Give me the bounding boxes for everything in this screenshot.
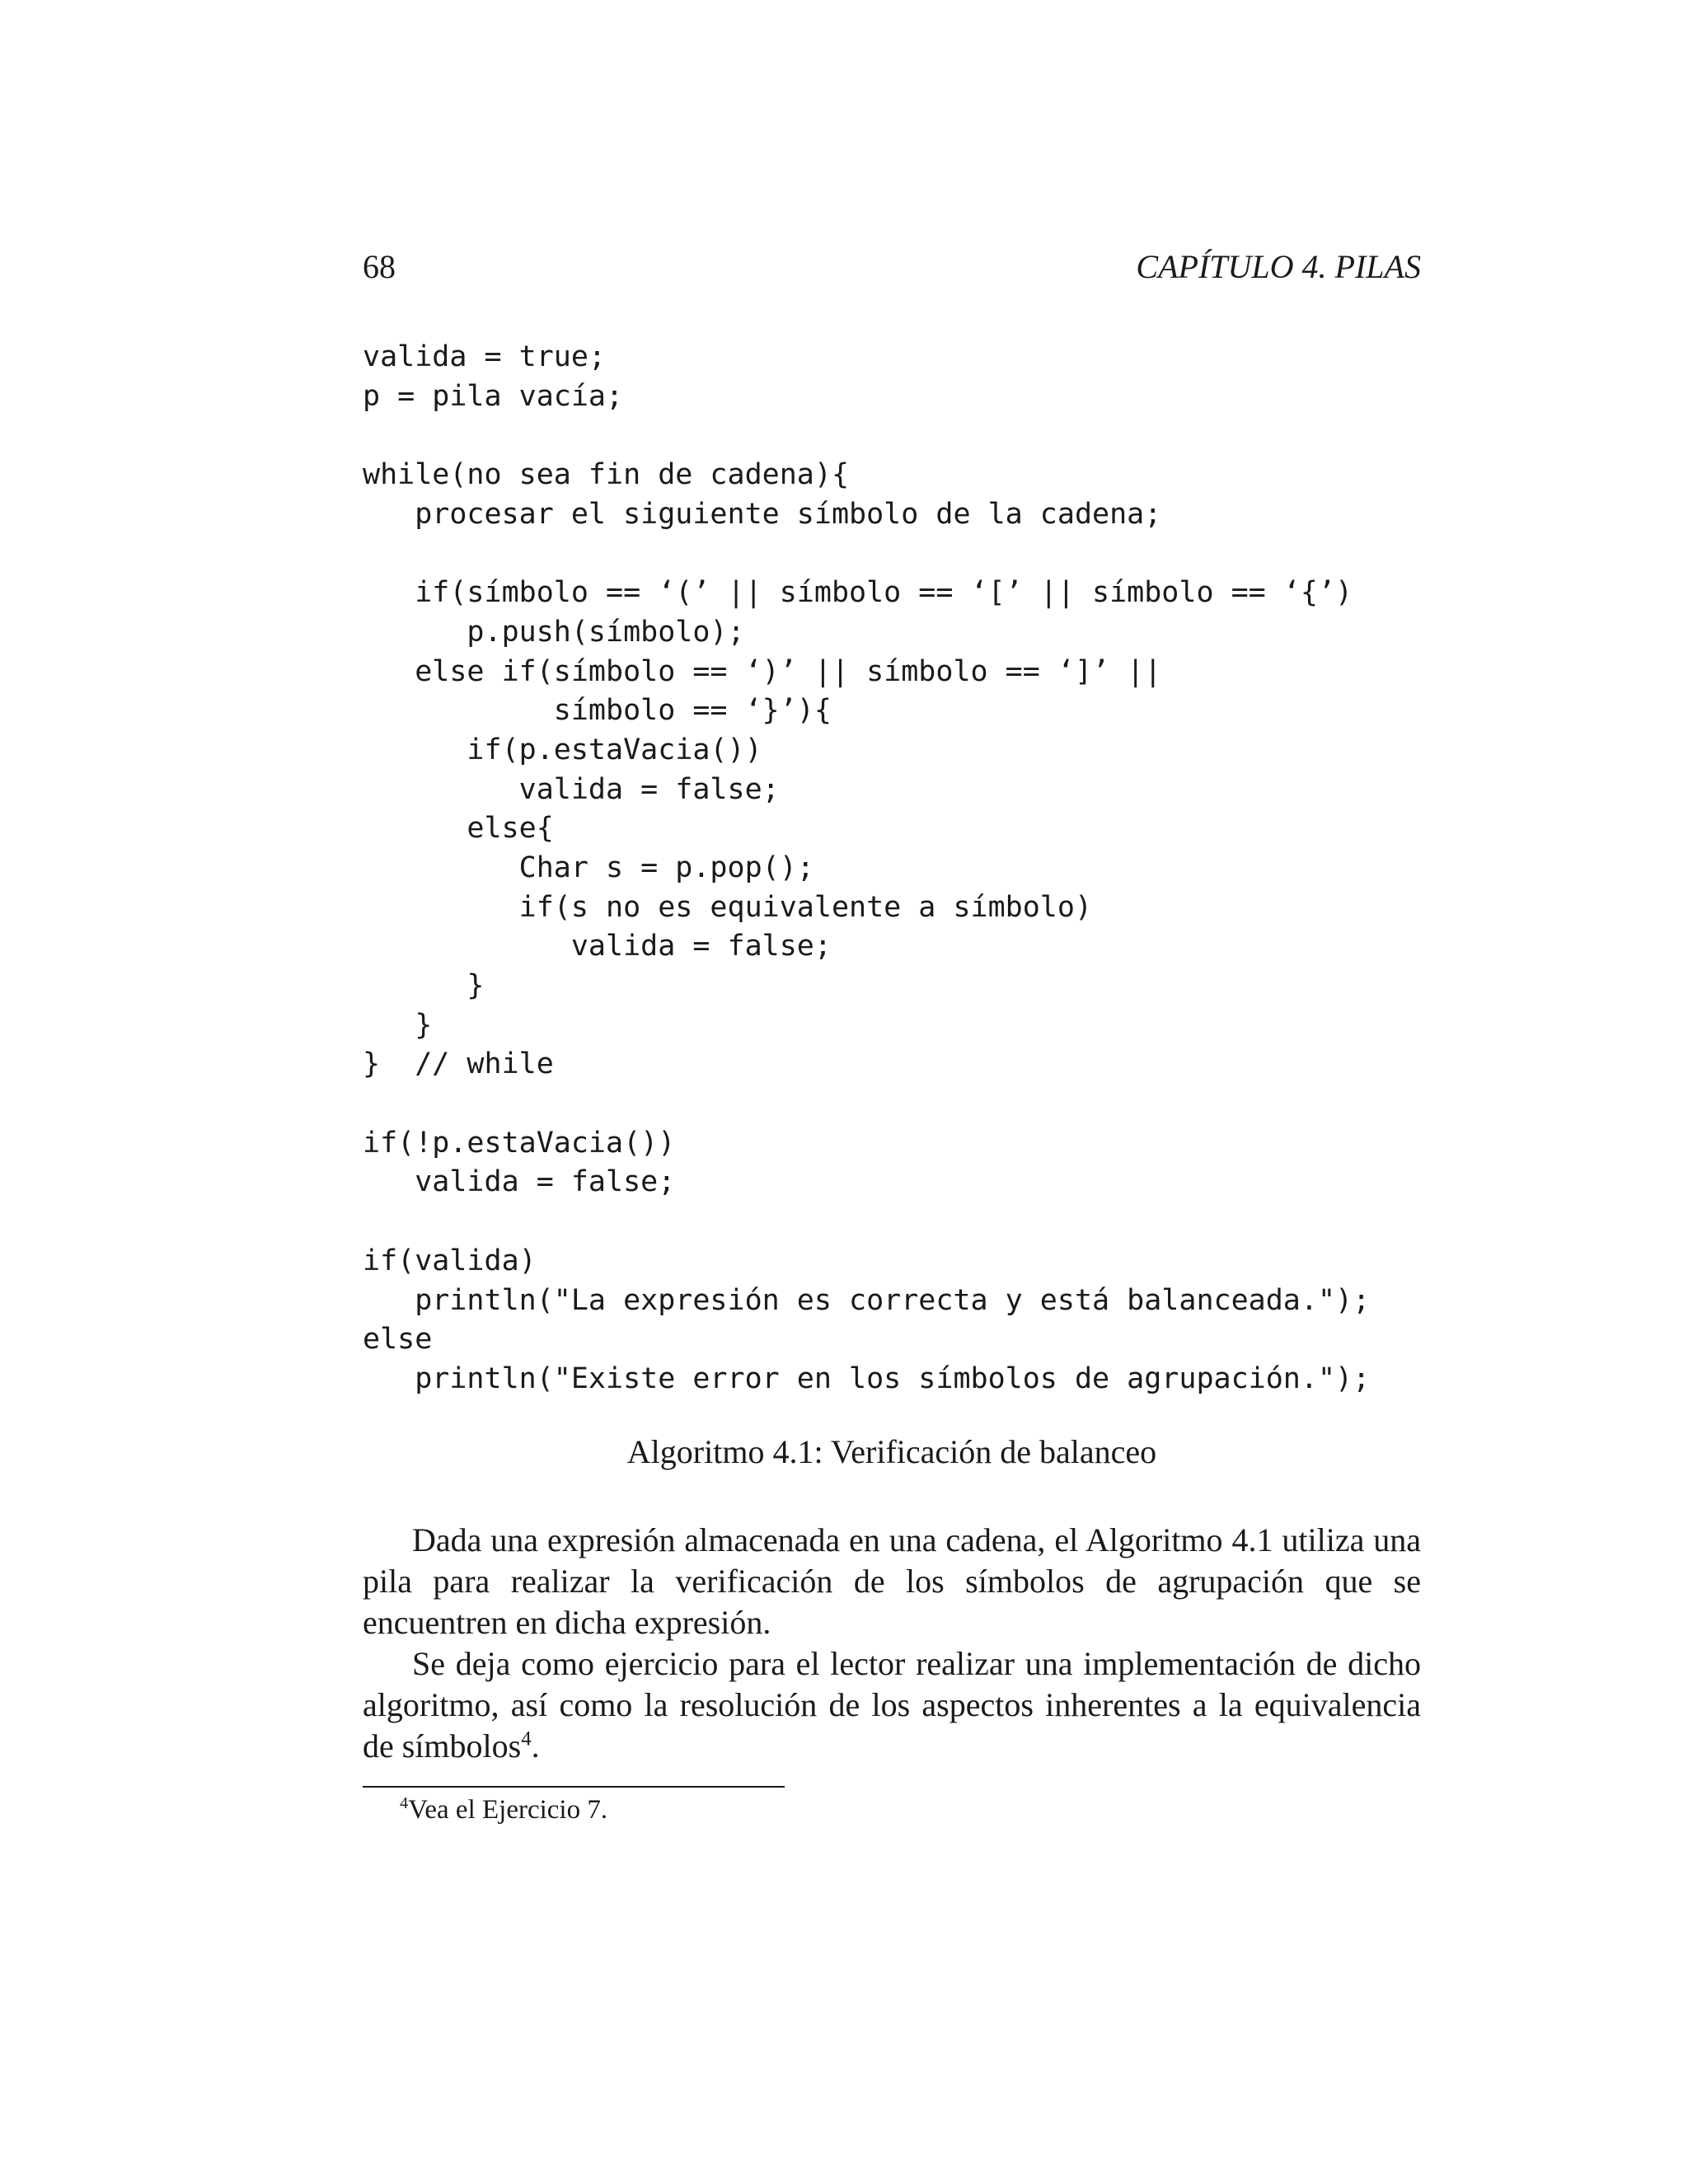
body-text [363,1520,1421,1767]
code-line: valida = false; [363,930,832,963]
paragraph-1: Dada una expresión almacenada en una cadena, el Algoritmo 4.1 utiliza una pila para realizar la verificación de los símbolos de agrupación que se encuentren en dicha expresión. [363,1521,1421,1641]
code-line: if(s no es equivalente a símbolo) [363,890,1093,924]
code-line [363,416,1434,456]
code-line: else [363,1323,433,1357]
page-header [363,247,1421,297]
paragraph-2-end: . [531,1727,540,1765]
code-line: valida = false; [363,772,780,806]
footnote-reference[interactable]: 4 [521,1727,532,1750]
footnote-mark: 4 [400,1794,409,1812]
code-line: Char s = p.pop(); [363,851,814,884]
code-line: } [363,1008,433,1042]
code-line: println("La expresión es correcta y está balanceada."); [363,1283,1371,1317]
code-line: } [363,969,485,1002]
code-line [363,1202,1434,1242]
code-line: p = pila vacía; [363,379,624,413]
footnote-divider [363,1786,785,1788]
code-line [363,1085,1434,1124]
code-line: else if(símbolo == ‘)’ || símbolo == ‘]’ || [363,654,1162,688]
code-line: procesar el siguiente símbolo de la cadena; [363,497,1162,531]
footnote-text: Vea el Ejercicio 7. [408,1795,608,1825]
paragraph-2 [363,1643,1421,1767]
code-line: println("Existe error en los símbolos de agrupación."); [363,1361,1371,1395]
code-line: if(símbolo == ‘(’ || símbolo == ‘[’ || símbolo == ‘{’) [363,576,1353,610]
code-line [363,534,1434,574]
running-head: CAPÍTULO 4. PILAS [1136,248,1421,285]
code-line: if(valida) [363,1244,537,1277]
code-line: while(no sea fin de cadena){ [363,458,850,492]
algorithm-caption: Algoritmo 4.1: Verificación de balanceo [626,1433,1157,1470]
paragraph-2-text: Se deja como ejercicio para el lector realizar una implementación de dicho algoritmo, así como la resolución de los aspectos inherentes a la equivalencia de símbolos [363,1645,1421,1765]
code-line: valida = true; [363,340,607,373]
code-line: if(p.estaVacia()) [363,733,762,766]
code-line: p.push(símbolo); [363,615,745,649]
page-number: 68 [363,248,396,285]
code-line: if(!p.estaVacia()) [363,1126,676,1160]
code-line: } // while [363,1047,554,1081]
code-line: símbolo == ‘}’){ [363,694,832,728]
footnote [400,1795,607,1825]
code-line: valida = false; [363,1165,676,1199]
algorithm-code-block [363,338,1434,1399]
code-line: else{ [363,812,554,846]
